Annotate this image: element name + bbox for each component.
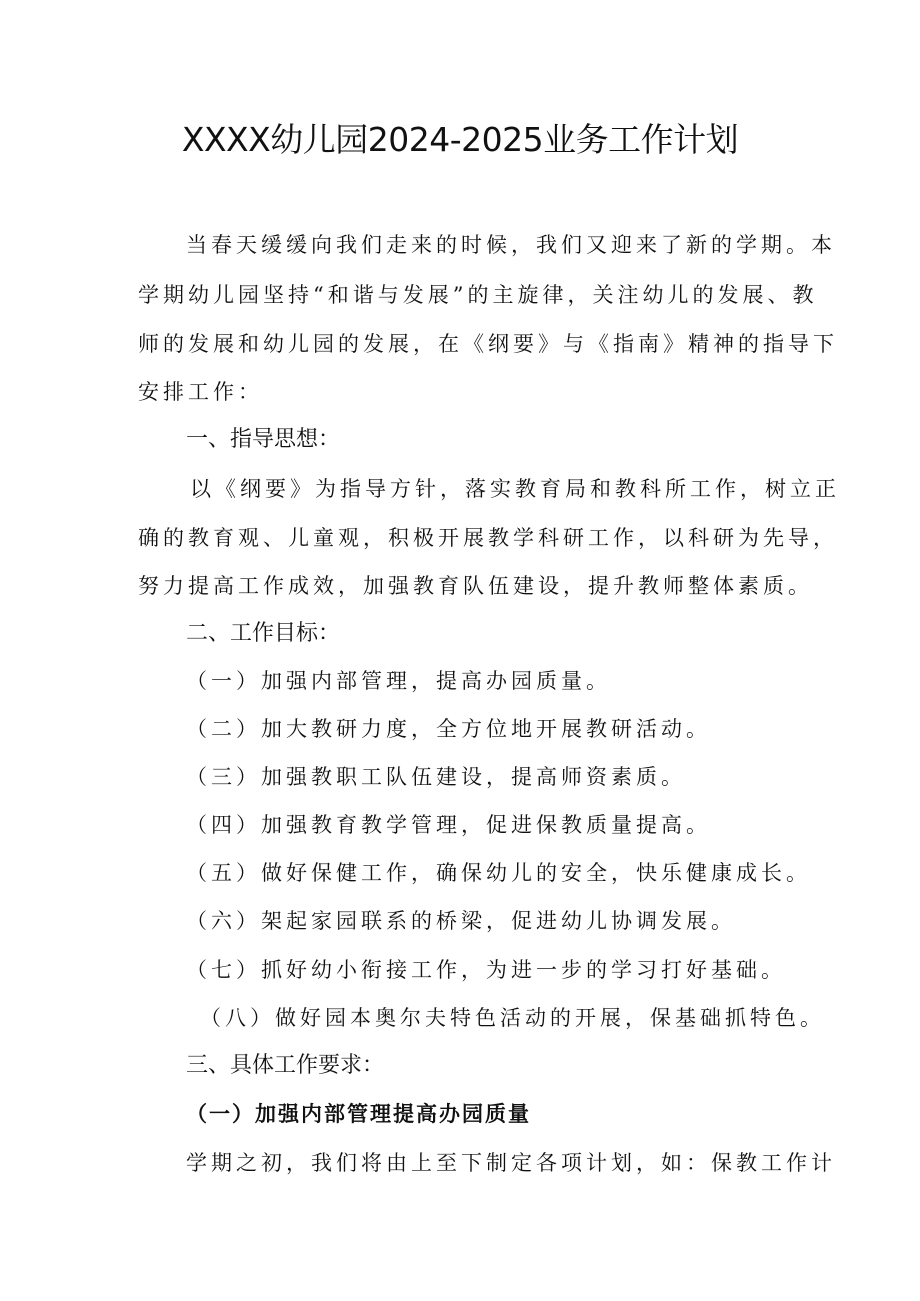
section1-line-2: 确的教育观、儿童观，积极开展教学科研工作，以科研为先导， — [138, 526, 838, 550]
section3-line-1: 学期之初，我们将由上至下制定各项计划，如：保教工作计 — [186, 1151, 836, 1175]
section-heading-specific-requirements: 三、具体工作要求： — [186, 1053, 385, 1078]
goal-item: （三）加强教职工队伍建设，提高师资素质。 — [186, 765, 686, 789]
section1-line-1: 以《纲要》为指导方针，落实教育局和教科所工作，树立正 — [190, 477, 840, 501]
goal-item: （五）做好保健工作，确保幼儿的安全，快乐健康成长。 — [186, 861, 811, 885]
section-heading-guiding-ideology: 一、指导思想： — [186, 427, 341, 452]
section-heading-work-goals: 二、工作目标： — [186, 621, 341, 646]
intro-line-3: 师的发展和幼儿园的发展，在《纲要》与《指南》精神的指导下 — [138, 332, 838, 356]
intro-line-4: 安排工作： — [138, 380, 263, 404]
goal-item: （四）加强教育教学管理，促进保教质量提高。 — [186, 813, 711, 837]
intro-line-2: 学期幼儿园坚持“和谐与发展”的主旋律，关注幼儿的发展、教 — [138, 283, 818, 307]
goal-item: （六）架起家园联系的桥梁，促进幼儿协调发展。 — [186, 909, 736, 933]
goal-item: （一）加强内部管理，提高办园质量。 — [186, 669, 611, 693]
section1-line-3: 努力提高工作成效，加强教育队伍建设，提升教师整体素质。 — [138, 574, 813, 598]
goal-item: （二）加大教研力度，全方位地开展教研活动。 — [186, 717, 711, 741]
document-title: XXXX幼儿园2024-2025业务工作计划 — [181, 120, 739, 159]
goal-item: （八）做好园本奥尔夫特色活动的开展，保基础抓特色。 — [200, 1006, 825, 1030]
intro-line-1: 当春天缓缓向我们走来的时候，我们又迎来了新的学期。本 — [186, 233, 836, 257]
goal-item: （七）抓好幼小衔接工作，为进一步的学习打好基础。 — [186, 958, 786, 982]
subsection-heading-internal-management: （一）加强内部管理提高办园质量 — [186, 1101, 531, 1126]
